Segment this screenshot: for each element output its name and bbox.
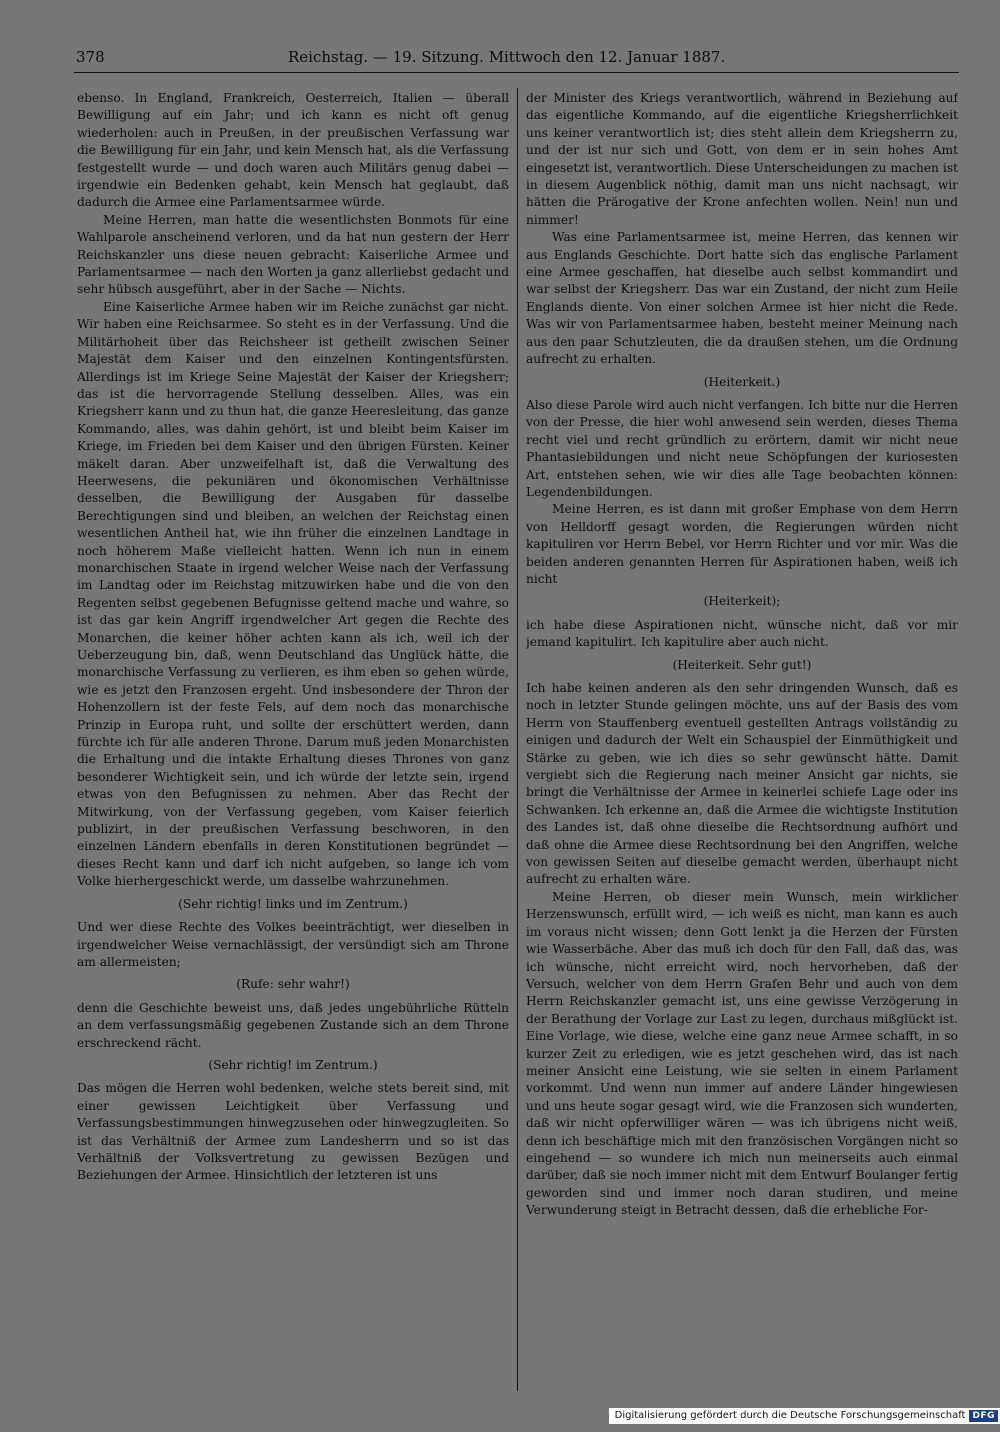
paragraph: Eine Kaiserliche Armee haben wir im Reiche zunächst gar nicht. Wir haben eine Reichsarmee. So steht es in der Verfassung. Und die Militärhoheit über das Reichsheer ist getheilt zwischen Seiner Majestät dem Kaiser und den einzelnen Kontingentsfürsten. Allerdings ist im Kriege Seine Majestät der Kaiser der Kriegsherr; das ist die hervorragende Stellung desselben. Alles, was ein Kriegsherr kann und zu thun hat, die ganze Heeresleitung, das ganze Kommando, alles, was dahin gehört, ist und bleibt beim Kaiser im Kriege, im Frieden bei dem Kaiser und den übrigen Fürsten. Keiner mäkelt daran. Aber unzweifelhaft ist, daß die Verwaltung des Heerwesens, die pekuniären und ökonomischen Verhältnisse desselben, die Bewilligung der Ausgaben für dasselbe Berechtigungen sind und bleiben, an welchen der Reichstag einen wesentlichen Antheil hat, wie ihn früher die einzelnen Landtage in noch höherem Maße vielleicht hatten. Wenn ich nun in einem monarchischen Staate in irgend welcher Weise nach der Verfassung im Landtag oder im Reichstag mitzuwirken habe und die von den Regenten selbst gegebenen Befugnisse geltend mache und wahre, so ist das gar kein Angriff irgendwelcher Art gegen die Rechte des Monarchen, die keiner höher achten kann als ich, weil ich der Ueberzeugung bin, daß, wenn Deutschland das Unglück hätte, die monarchische Verfassung zu verlieren, es ihm eben so gehen würde, wie es jetzt den Franzosen ergeht. Und insbesondere der Thron der Hohenzollern ist der feste Fels, auf dem noch das monarchische Prinzip in Europa ruht, und sollte der erschüttert werden, dann fürchte ich für alle anderen Throne. Darum muß jeden Monarchisten die Erhaltung und die intakte Erhaltung dieses Thrones von ganz besonderer Wichtigkeit sein, und ich würde der letzte sein, irgend etwas von den Befugnissen zu nehmen. Aber das Recht der Mitwirkung, von der Verfassung gegeben, vom Kaiser feierlich publizirt, in der preußischen Verfassung beschworen, in den einzelnen Ländern ebenfalls in deren Konstitutionen begründet — dieses Recht kann und darf ich nicht aufgeben, so lange ich vom Volke hierhergeschickt werde, um dasselbe wahrzunehmen. bbox=[77, 299, 509, 889]
paragraph: ebenso. In England, Frankreich, Oesterreich, Italien — überall Bewilligung auf ein Jahr; und ich kann es nicht oft genug wiederholen: auch in Preußen, in der preußischen Verfassung war die Bewilligung für ein Jahr, und kein Mensch hat, als die Verfassung festgestellt wurde — und doch waren auch Militärs genug dabei — irgendwie ein Bedenken gehabt, kein Mensch hat geglaubt, daß dadurch die Armee eine Parlamentsarmee würde. bbox=[77, 91, 509, 210]
interjection: (Heiterkeit. Sehr gut!) bbox=[672, 657, 812, 672]
paragraph: Meine Herren, man hatte die wesentlichsten Bonmots für eine Wahlparole anscheinend verloren, und da hat nun gestern der Herr Reichskanzler uns diese neuen gebracht: Kaiserliche Armee und Parlamentsarmee — nach den Worten ja ganz allerliebst gedacht und sehr hübsch ausgeführt, aber in der Sache — Nichts. bbox=[77, 212, 509, 297]
paragraph: Das mögen die Herren wohl bedenken, welche stets bereit sind, mit einer gewissen Leichtigkeit über Verfassung und Verfassungsbestimmungen hinwegzusehen oder hinwegzugleiten. So ist das Verhältniß der Armee zum Landesherrn und so ist das Verhältniß der Volksvertretung zu gewissen Bezügen und Beziehungen der Armee. Hinsichtlich der letzteren ist uns bbox=[77, 1081, 509, 1183]
paragraph: der Minister des Kriegs verantwortlich, während in Beziehung auf das eigentliche Kommando, auf die eigentliche Kriegsherrlichkeit uns keiner verantwortlich ist; dies steht allein dem Kriegsherrn zu, und der ist nur sich und Gott, von dem er in sein hohes Amt eingesetzt ist, verantwortlich. Diese Unterscheidungen zu machen ist in diesem Augenblick nöthig, damit man uns nicht nachsagt, wir hätten die Prärogative der Krone anfechten wollen. Nein! nun und nimmer! bbox=[526, 91, 958, 227]
running-title: Reichstag. — 19. Sitzung. Mittwoch den 12. Januar 1887. bbox=[288, 48, 726, 66]
footer-credit bbox=[609, 1408, 1000, 1424]
interjection: (Heiterkeit.) bbox=[703, 374, 781, 389]
paragraph: Und wer diese Rechte des Volkes beeinträchtigt, wer dieselben in irgendwelcher Weise vernachlässigt, der versündigt sich am Throne am allermeisten; bbox=[77, 920, 509, 969]
interjection: (Heiterkeit); bbox=[703, 594, 781, 609]
page-header bbox=[74, 44, 959, 70]
interjection: (Sehr richtig! im Zentrum.) bbox=[208, 1057, 378, 1072]
header-rule bbox=[74, 72, 959, 73]
right-column bbox=[526, 90, 958, 1390]
paragraph: Was eine Parlamentsarmee ist, meine Herren, das kennen wir aus Englands Geschichte. Dort hatte sich das englische Parlament eine Armee geschaffen, hat dieselbe auch selbst kommandirt und war selbst der Kriegsherr. Das war ein Zustand, der nicht zum Heile Englands diente. Von einer solchen Armee ist hier nicht die Rede. Was wir von Parlamentsarmee haben, besteht meiner Meinung nach aus den paar Schutzleuten, die da draußen stehen, um die Ordnung aufrecht zu erhalten. bbox=[526, 230, 958, 367]
paragraph: Meine Herren, es ist dann mit großer Emphase von dem Herrn von Helldorff gesagt worden, die Regierungen würden nicht kapituliren vor Herrn Bebel, vor Herrn Richter und vor mir. Was die beiden anderen genannten Herren für Aspirationen haben, weiß ich nicht bbox=[526, 502, 958, 586]
paragraph: ich habe diese Aspirationen nicht, wünsche nicht, daß vor mir jemand kapitulirt. Ich kapitulire aber auch nicht. bbox=[526, 617, 958, 650]
left-column bbox=[77, 90, 509, 1390]
page-number: 378 bbox=[76, 48, 105, 66]
dfg-logo: DFG bbox=[969, 1410, 998, 1422]
interjection: (Sehr richtig! links und im Zentrum.) bbox=[178, 896, 408, 911]
paragraph: Also diese Parole wird auch nicht verfangen. Ich bitte nur die Herren von der Presse, die hier wohl anwesend sein werden, dieses Thema recht viel und recht gründlich zu erörtern, damit wir nicht neue Phantasiebildungen und nicht neue Schöpfungen der kuriosesten Art, entstehen sehen, wie wir dies alle Tage beobachten können: Legendenbildungen. bbox=[526, 397, 958, 499]
interjection: (Rufe: sehr wahr!) bbox=[236, 977, 350, 992]
paragraph: denn die Geschichte beweist uns, daß jedes ungebührliche Rütteln an dem verfassungsmäßig gegebenen Zustande sich an dem Throne erschreckend rächt. bbox=[77, 1000, 509, 1050]
paragraph: Meine Herren, ob dieser mein Wunsch, mein wirklicher Herzenswunsch, erfüllt wird, — ich weiß es nicht, man kann es auch im voraus nicht wissen; denn Gott lenkt ja die Herzen der Fürsten wie Wasserbäche. Aber das muß ich doch für den Fall, daß das, was ich wünsche, nicht erreicht wird, noch hervorheben, daß der Versuch, welcher von dem Herrn Grafen Behr und auch von dem Herrn Reichskanzler gemacht ist, uns eine gewisse Verzögerung in der Berathung der Vorlage zur Last zu legen, durchaus mißglückt ist. Eine Vorlage, wie diese, welche eine ganz neue Armee schafft, in so kurzer Zeit zu erledigen, wie es jetzt geschehen wird, das ist nach meiner Ansicht eine Leistung, wie sie selten in einem Parlament vorkommt. Und wenn nun immer auf andere Länder hingewiesen und uns heute sogar gesagt wird, wie die Franzosen sich wunderten, daß wir nicht opferwilliger wären — was ich übrigens nicht weiß, denn ich beschäftige mich mit den französischen Vorgängen nicht so eingehend — so wundere ich mich nun meinerseits auch einmal darüber, daß sie noch immer nicht mit dem Entwurf Boulanger fertig geworden sind und immer noch daran studiren, und meine Verwunderung steigt in Betracht dessen, daß die erhebliche For- bbox=[526, 889, 958, 1218]
footer-credit-text: Digitalisierung gefördert durch die Deutsche Forschungsgemeinschaft bbox=[614, 1410, 966, 1421]
paragraph: Ich habe keinen anderen als den sehr dringenden Wunsch, daß es noch in letzter Stunde gelingen möchte, uns auf der Basis des vom Herrn von Stauffenberg eventuell gestellten Antrags vollständig zu einigen und dadurch der Welt ein Schauspiel der Einmüthigkeit und Stärke zu geben, wie ich dies so sehr gewünscht hätte. Damit vergiebt sich die Regierung nach meiner Ansicht gar nichts, sie bringt die Verhältnisse der Armee in keinerlei schiefe Lage oder ins Schwanken. Ich erkenne an, daß die Armee die wichtigste Institution des Landes ist, daß ohne dieselbe die Rechtsordnung aufhört und daß ohne die Armee diese Rechtsordnung bei den Angriffen, welche von gewissen Seiten auf dieselbe gemacht werden, überhaupt nicht aufrecht zu erhalten wäre. bbox=[526, 681, 958, 887]
column-divider bbox=[517, 88, 518, 1391]
